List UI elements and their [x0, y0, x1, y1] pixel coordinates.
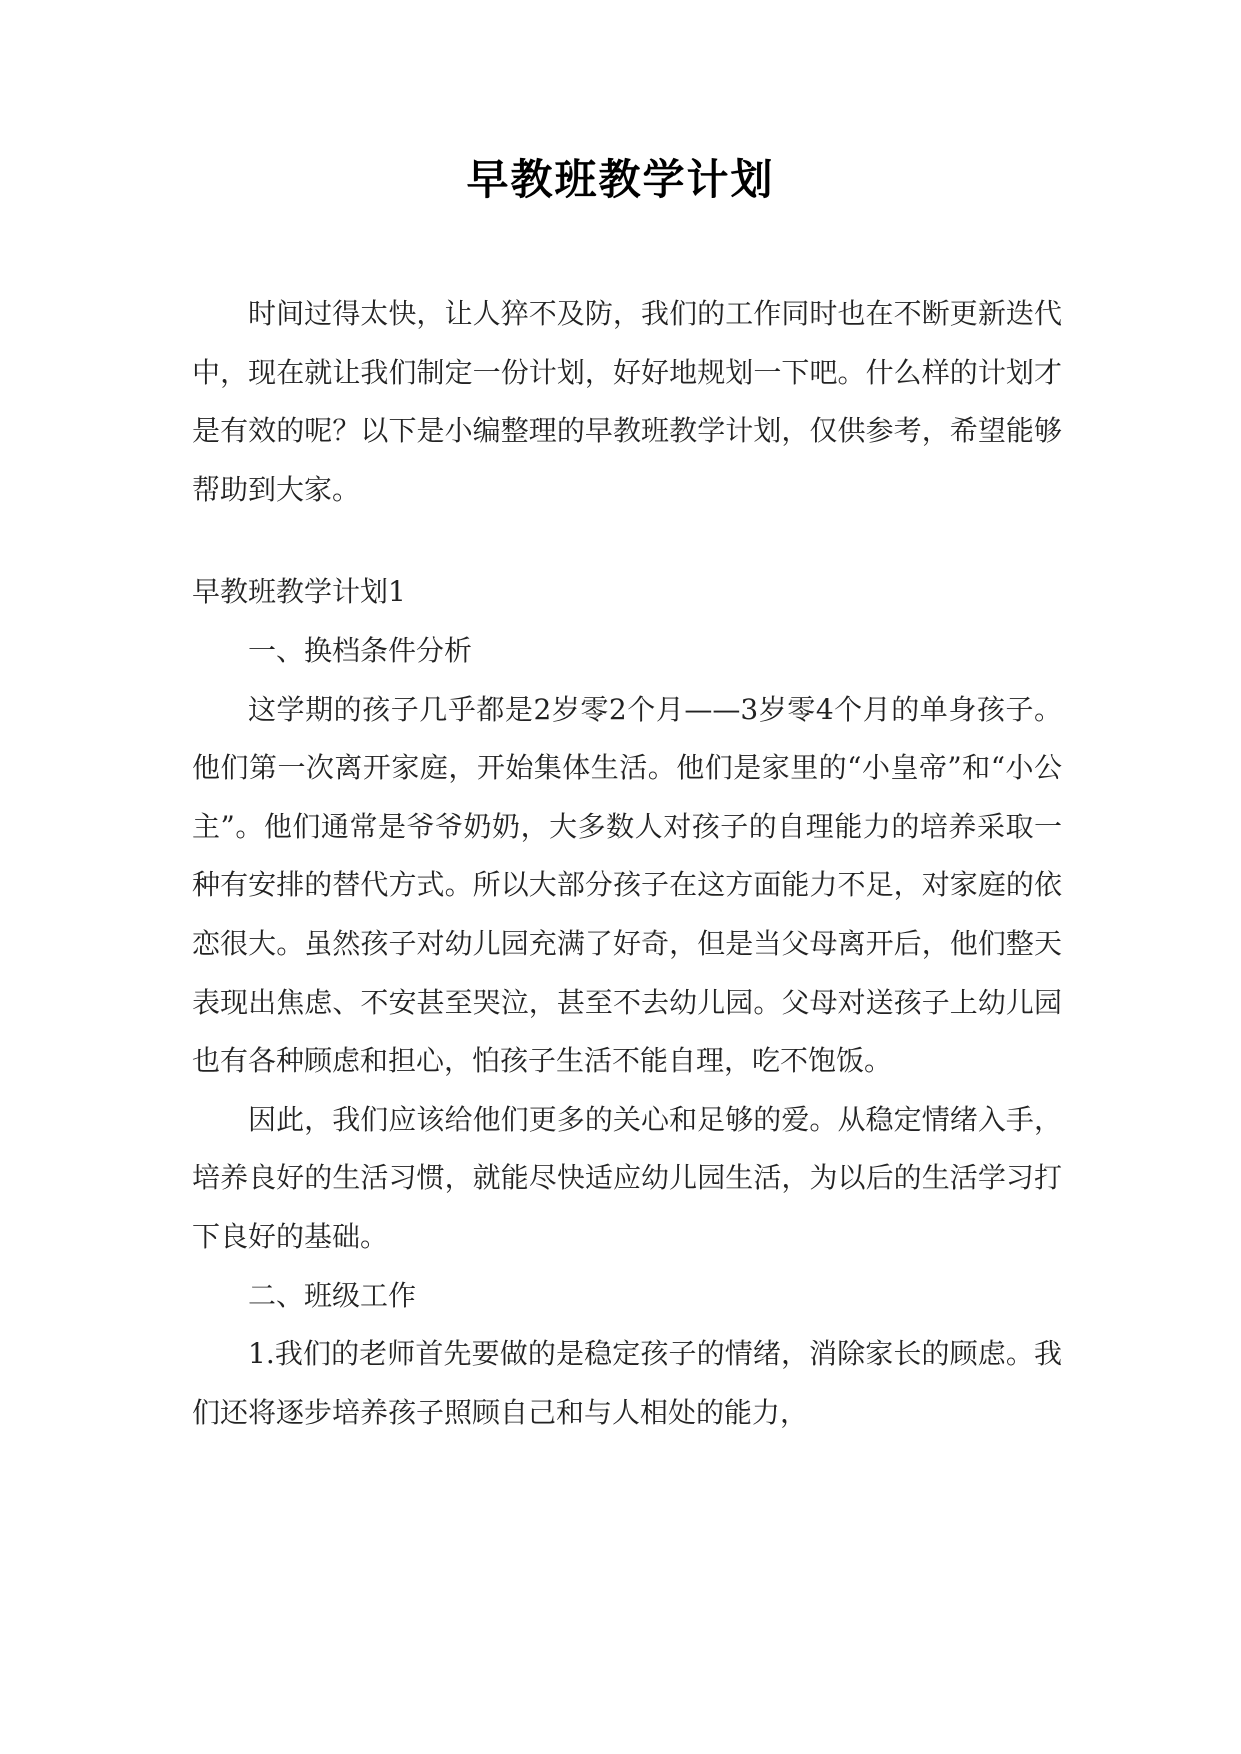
paragraph-spacer	[192, 519, 1062, 563]
section-title: 早教班教学计划1	[192, 575, 406, 609]
document-body	[192, 285, 1062, 1442]
body-paragraph-2: 因此，我们应该给他们更多的关心和足够的爱。从稳定情绪入手，培养良好的生活习惯，就能尽快适应幼儿园生活，为以后的生活学习打下良好的基础。	[192, 1102, 1062, 1253]
part1-heading: 一、换档条件分析	[248, 633, 473, 667]
body-paragraph-3: 1.我们的老师首先要做的是稳定孩子的情绪，消除家长的顾虑。我们还将逐步培养孩子照顾自己和与人相处的能力，	[192, 1337, 1062, 1429]
intro-paragraph: 时间过得太快，让人猝不及防，我们的工作同时也在不断更新迭代中，现在就让我们制定一份计划，好好地规划一下吧。什么样的计划才是有效的呢？以下是小编整理的早教班教学计划，仅供参考，希望能够帮助到大家。	[192, 297, 1062, 506]
body-paragraph-1: 这学期的孩子几乎都是2岁零2个月——3岁零4个月的单身孩子。他们第一次离开家庭，开始集体生活。他们是家里的“小皇帝”和“小公主”。他们通常是爷爷奶奶，大多数人对孩子的自理能力的培养采取一种有安排的替代方式。所以大部分孩子在这方面能力不足，对家庭的依恋很大。虽然孩子对幼儿园充满了好奇，但是当父母离开后，他们整天表现出焦虑、不安甚至哭泣，甚至不去幼儿园。父母对送孩子上幼儿园也有各种顾虑和担心，怕孩子生活不能自理，吃不饱饭。	[192, 692, 1062, 1078]
part2-heading: 二、班级工作	[248, 1278, 417, 1312]
document-title: 早教班教学计划	[466, 155, 775, 204]
